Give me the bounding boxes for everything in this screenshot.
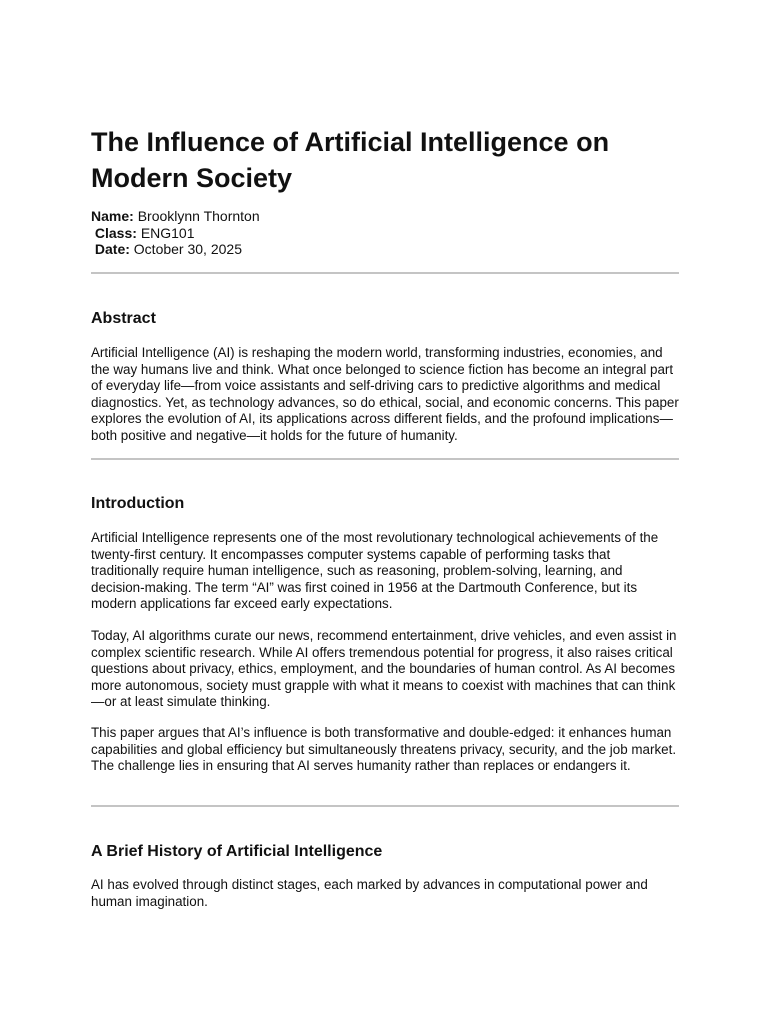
name-line [91,208,260,225]
document-title: The Influence of Artificial Intelligence on Modern Society [91,127,610,193]
introduction-paragraph: Today, AI algorithms curate our news, recommend entertainment, drive vehicles, and even assist in complex scientific research. While AI offers tremendous potential for progress, it also raises critical questions about privacy, ethics, employment, and the boundaries of human control. As AI becomes more autonomous, society must grapple with what it means to coexist with machines that can think—or at least simulate thinking. [91,628,677,709]
class-line [91,225,260,242]
name-label: Name: [91,208,134,224]
introduction-paragraph: Artificial Intelligence represents one of the most revolutionary technological achievements of the twenty-first century. It encompasses computer systems capable of performing tasks that traditionally require human intelligence, such as reasoning, problem-solving, learning, and decision-making. The term “AI” was first coined in 1956 at the Dartmouth Conference, but its modern applications far exceed early expectations. [91,530,659,611]
author-info [91,208,260,258]
section-divider [91,272,679,274]
introduction-paragraph: This paper argues that AI’s influence is both transformative and double-edged: it enhances human capabilities and global efficiency but simultaneously threatens privacy, security, and the job market. The challenge lies in ensuring that AI serves humanity rather than replaces or endangers it. [91,725,677,773]
history-heading: A Brief History of Artificial Intelligence [91,843,383,860]
class-label: Class: [94,224,137,241]
class-value: ENG101 [140,224,195,241]
history-text: AI has evolved through distinct stages, each marked by advances in computational power and human imagination. [91,877,648,909]
section-divider [91,458,679,460]
name-value: Brooklynn Thornton [137,208,260,224]
introduction-heading: Introduction [91,495,185,512]
date-line [91,241,260,258]
date-label: Date: [94,241,130,257]
abstract-text: Artificial Intelligence (AI) is reshaping the modern world, transforming industries, economies, and the way humans live and think. What once belonged to science fiction has become an integral part of everyday life—from voice assistants and self-driving cars to predictive algorithms and medical diagnostics. Yet, as technology advances, so do ethical, social, and economic concerns. This paper explores the evolution of AI, its applications across different fields, and the profound implications—both positive and negative—it holds for the future of humanity. [91,345,679,443]
section-divider [91,805,679,807]
abstract-heading: Abstract [91,310,156,327]
date-value: October 30, 2025 [133,241,242,257]
